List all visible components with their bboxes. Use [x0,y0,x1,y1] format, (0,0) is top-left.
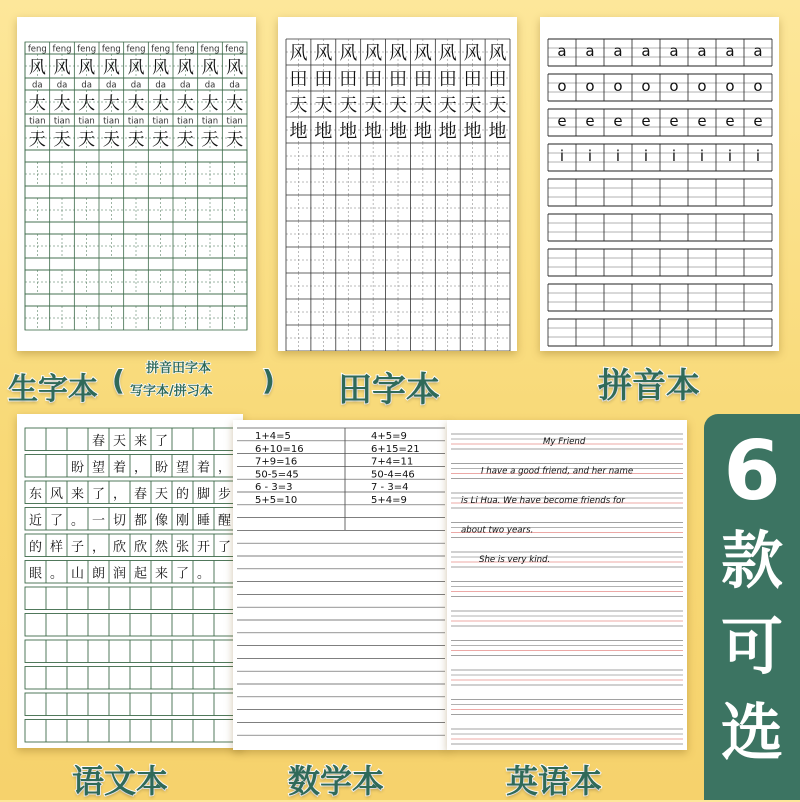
text-char: 望 [175,460,190,476]
text-char: 像 [154,513,169,529]
hanzi-char: 风 [488,43,507,64]
pinyin-label: feng [126,44,146,55]
text-char: ， [91,540,106,555]
math-eq-right: 5+4=9 [371,495,407,506]
hanzi-char: 风 [201,58,219,78]
hanzi-char: 田 [438,69,457,90]
text-char: 天 [112,434,127,449]
hanzi-char: 大 [226,94,244,114]
english-line: My Friend [543,437,586,447]
text-char: 眼 [28,566,43,582]
text-char: 春 [91,434,106,449]
text-char: 着 [196,460,211,476]
pinyin-label: da [106,80,117,91]
english-line: I have a good friend, and her name [481,466,634,477]
hanzi-char: 风 [463,43,482,64]
pinyin-letter: a [613,42,623,60]
badge-char-2: 可 [720,610,783,683]
text-char: 了 [91,487,106,502]
text-char: 。 [196,566,211,582]
hanzi-char: 天 [488,95,507,116]
hanzi-char: 风 [314,43,333,64]
hanzi-char: 天 [364,95,383,116]
hanzi-char: 风 [364,43,383,64]
text-char: 。 [70,513,85,529]
hanzi-char: 风 [413,43,432,64]
card-yuwen [17,414,243,748]
math-eq-left: 6 - 3=3 [255,482,293,494]
pinyin-label: feng [101,44,121,55]
hanzi-char: 风 [389,43,407,64]
math-eq-right: 7 - 3=4 [371,482,409,494]
pinyin-letter: o [725,77,735,95]
text-char: 了 [154,434,169,449]
tianzi-grid [278,17,517,351]
options-badge [704,414,800,800]
pinyin-label: tian [201,116,219,127]
pinyin-label: feng [151,44,171,55]
hanzi-char: 天 [463,95,482,116]
hanzi-char: 天 [226,130,244,150]
card-yingyu [447,420,687,750]
math-eq-left: 5+5=10 [255,495,298,506]
pinyin-label: tian [226,116,243,127]
pinyin-label: tian [127,116,145,127]
pinyin-letter: o [669,77,679,95]
hanzi-char: 地 [389,121,407,142]
text-char: 欣 [133,540,148,555]
pinyin-label: da [229,80,240,91]
hanzi-char: 地 [289,121,308,142]
text-char: 开 [196,540,211,555]
hanzi-char: 地 [314,121,333,142]
text-char: 起 [133,566,148,582]
pinyin-letter: e [641,112,651,130]
card-shengzi [17,17,256,351]
pinyin-label: da [32,80,43,91]
pinyin-letter: e [613,112,623,130]
caption-pinyin: 拼音本 [598,366,700,406]
english-line: She is very kind. [479,555,551,565]
text-char: 脚 [196,487,211,502]
hanzi-char: 地 [463,121,482,142]
pinyin-letter: i [727,147,733,165]
hanzi-char: 地 [364,121,383,142]
pinyin-letter: o [613,77,623,95]
hanzi-char: 大 [176,94,194,114]
hanzi-char: 风 [28,58,46,78]
pinyin-label: feng [200,44,220,55]
hanzi-char: 地 [488,121,507,142]
shuxue-lines [233,420,449,750]
hanzi-char: 天 [201,130,219,150]
pinyin-letter: e [697,112,707,130]
text-char: 东 [28,487,43,502]
text-char: 近 [28,513,43,529]
pinyin-letter: a [557,42,567,60]
math-eq-left: 7+9=16 [255,456,298,468]
hanzi-char: 大 [53,94,71,114]
hanzi-char: 天 [339,95,358,116]
caption-shuxue: 数学本 [288,762,385,800]
badge-char-3: 选 [720,696,783,769]
math-eq-left: 50-5=45 [255,469,299,481]
pinyin-letter: i [755,147,761,165]
pinyin-letter: o [697,77,707,95]
caption-shengzi-paren-close: ) [262,364,275,397]
caption-shengzi: 生字本 [8,372,98,407]
text-char: 风 [49,487,64,502]
hanzi-char: 田 [389,69,407,90]
pinyin-label: da [180,80,191,91]
pinyin-label: feng [175,44,195,55]
pinyin-letter: i [671,147,677,165]
hanzi-char: 风 [289,43,308,64]
text-char: ， [112,487,127,502]
pinyin-letter: a [725,42,735,60]
hanzi-char: 田 [289,69,308,90]
text-char: 样 [49,540,64,555]
hanzi-char: 田 [364,69,383,90]
math-eq-left: 1+4=5 [255,431,291,442]
pinyin-grid [540,17,779,351]
pinyin-letter: i [699,147,705,165]
hanzi-char: 田 [413,69,432,90]
hanzi-char: 大 [102,94,120,114]
text-char: 润 [112,566,127,582]
caption-shengzi-sub2: 写字本/拼习本 [130,384,213,399]
hanzi-char: 天 [389,95,407,116]
hanzi-char: 天 [289,95,308,116]
text-char: 了 [217,540,232,555]
hanzi-char: 天 [28,130,46,150]
english-line: about two years. [461,525,534,536]
pinyin-letter: e [557,112,567,130]
pinyin-letter: o [641,77,651,95]
math-eq-left: 6+10=16 [255,443,304,455]
text-char: ， [217,460,232,476]
text-char: 来 [154,566,169,582]
text-char: 刚 [175,513,190,529]
card-pinyin [540,17,779,351]
pinyin-label: tian [29,116,46,127]
pinyin-label: feng [27,44,47,55]
text-char: 切 [112,513,127,529]
hanzi-char: 天 [176,130,194,150]
pinyin-letter: e [585,112,595,130]
yuwen-grid [17,414,243,748]
text-char: 一 [91,513,106,529]
text-char: 步 [217,487,232,502]
text-char: 了 [49,513,64,529]
text-char: 盼 [70,460,85,476]
math-eq-right: 4+5=9 [371,431,407,442]
hanzi-char: 田 [339,69,358,90]
yingyu-lines [447,420,687,750]
math-eq-right: 6+15=21 [371,443,420,455]
hanzi-char: 风 [226,58,244,78]
text-char: 子 [70,540,85,555]
caption-shengzi-sub1: 拼音田字本 [146,361,212,376]
hanzi-char: 田 [488,69,507,90]
hanzi-char: 地 [339,121,358,142]
text-char: 了 [175,566,190,582]
caption-yingyu: 英语本 [506,762,603,800]
pinyin-label: tian [103,116,120,127]
text-char: 睡 [196,513,211,529]
shengzi-grid [17,17,256,351]
pinyin-label: tian [177,116,194,127]
hanzi-char: 大 [28,94,46,114]
hanzi-char: 风 [78,58,96,78]
pinyin-letter: a [697,42,707,60]
pinyin-letter: a [641,42,651,60]
hanzi-char: 地 [413,121,432,142]
hanzi-char: 风 [438,43,457,64]
pinyin-label: feng [77,44,97,55]
caption-tianzi: 田字本 [338,370,440,410]
pinyin-letter: a [669,42,679,60]
text-char: 然 [154,540,169,555]
math-eq-right: 7+4=11 [371,456,414,468]
pinyin-letter: i [559,147,565,165]
pinyin-label: tian [53,116,71,127]
badge-number: 6 [723,424,781,519]
pinyin-letter: i [615,147,621,165]
hanzi-char: 大 [152,94,170,114]
pinyin-label: tian [152,116,169,127]
pinyin-letter: e [725,112,735,130]
caption-shengzi-paren-open: ( [112,364,125,397]
pinyin-label: da [204,80,216,91]
badge-char-1: 款 [720,524,783,597]
text-char: 山 [70,566,85,582]
hanzi-char: 风 [339,43,358,64]
hanzi-char: 天 [152,130,170,150]
pinyin-label: feng [52,44,72,55]
text-char: 来 [70,487,85,502]
text-char: 盼 [154,460,169,476]
pinyin-label: da [155,80,166,91]
pinyin-letter: a [753,42,763,60]
hanzi-char: 天 [102,130,120,150]
text-char: 春 [133,487,148,502]
text-char: 。 [49,566,64,582]
text-char: 天 [154,487,169,502]
pinyin-label: tian [78,116,95,127]
hanzi-char: 天 [53,130,71,150]
text-char: 都 [133,513,148,529]
pinyin-letter: i [643,147,649,165]
pinyin-label: feng [225,44,245,55]
card-shuxue [233,420,449,750]
text-char: 的 [175,487,190,502]
math-eq-right: 50-4=46 [371,469,415,481]
hanzi-char: 风 [53,58,71,78]
pinyin-letter: a [585,42,595,60]
hanzi-char: 风 [127,58,145,78]
card-tianzi [278,17,517,351]
pinyin-label: da [81,80,92,91]
text-char: 来 [133,434,148,449]
hanzi-char: 天 [127,130,145,150]
hanzi-char: 大 [78,94,96,114]
hanzi-char: 田 [314,69,333,90]
hanzi-char: 天 [413,95,432,116]
pinyin-letter: e [753,112,763,130]
hanzi-char: 天 [314,95,333,116]
text-char: 着 [112,460,127,476]
hanzi-char: 天 [438,95,457,116]
hanzi-char: 风 [152,58,170,78]
hanzi-char: 大 [127,94,145,114]
hanzi-char: 地 [438,121,457,142]
hanzi-char: 田 [463,69,482,90]
pinyin-letter: o [585,77,595,95]
text-char: ， [133,460,148,476]
text-char: 望 [91,460,106,476]
text-char: 张 [175,540,190,555]
text-char: 欣 [112,540,127,555]
caption-yuwen: 语文本 [72,762,169,800]
english-line: is Li Hua. We have become friends for [461,496,625,506]
hanzi-char: 风 [176,58,194,78]
text-char: 朗 [91,566,106,582]
pinyin-label: da [130,80,142,91]
hanzi-char: 大 [201,94,219,114]
pinyin-letter: i [587,147,593,165]
text-char: 的 [28,540,43,555]
hanzi-char: 天 [78,130,96,150]
pinyin-letter: o [557,77,567,95]
pinyin-letter: o [753,77,763,95]
pinyin-letter: e [669,112,679,130]
hanzi-char: 风 [102,58,120,78]
pinyin-label: da [56,80,68,91]
text-char: 醒 [217,513,232,529]
